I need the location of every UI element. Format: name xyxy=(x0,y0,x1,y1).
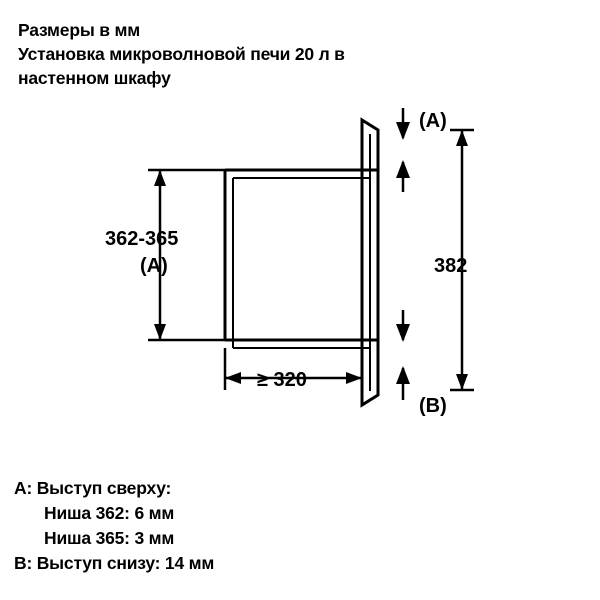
height-arrow-bottom xyxy=(154,324,166,340)
total-height-arrow-bottom xyxy=(456,374,468,390)
top-marker-label: (A) xyxy=(419,110,447,132)
bottom-overhang-arrow-up xyxy=(396,366,410,384)
total-height-label: 382 xyxy=(434,255,468,277)
title-line-3: настенном шкафу xyxy=(18,68,171,88)
legend-block xyxy=(14,476,584,576)
width-arrow-right xyxy=(346,372,362,384)
legend-line-2: Ниша 362: 6 мм xyxy=(44,503,175,523)
top-overhang-arrow-up xyxy=(396,160,410,178)
total-height-arrow-top xyxy=(456,130,468,146)
top-overhang-arrow-down xyxy=(396,122,410,140)
height-arrow-top xyxy=(154,170,166,186)
width-label: ≥ 320 xyxy=(257,369,307,391)
title-line-2: Установка микроволновой печи 20 л в xyxy=(18,44,345,64)
legend-line-1: A: Выступ сверху: xyxy=(14,478,172,498)
legend-line-4: B: Выступ снизу: 14 мм xyxy=(14,553,215,573)
legend-line-3: Ниша 365: 3 мм xyxy=(44,528,175,548)
title-line-1: Размеры в мм xyxy=(18,20,140,40)
height-range-label: 362-365 xyxy=(105,228,179,250)
bottom-overhang-arrow-down xyxy=(396,324,410,342)
width-arrow-left xyxy=(225,372,241,384)
height-range-marker-label: (A) xyxy=(140,255,168,277)
bottom-marker-label: (B) xyxy=(419,395,447,417)
